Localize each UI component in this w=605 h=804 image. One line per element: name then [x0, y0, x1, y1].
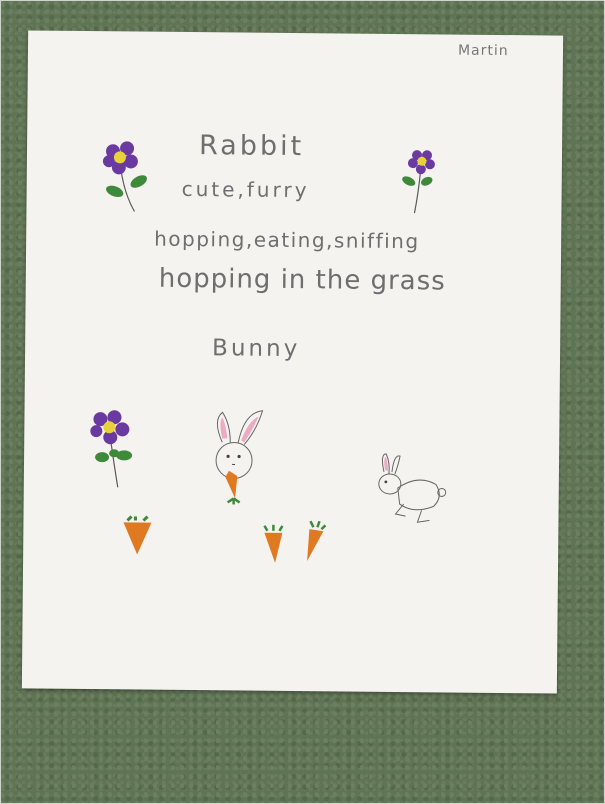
poem-title: Rabbit [198, 130, 305, 163]
flower-icon [396, 147, 447, 215]
carrot-icon [121, 516, 155, 556]
poem-line-verbs: hopping,eating,sniffing [154, 226, 420, 254]
author-signature: Martin [457, 42, 509, 60]
hopping-rabbit-icon [373, 452, 454, 528]
poem-line-adjectives: cute,furry [181, 176, 310, 203]
rabbit-eating-carrot-icon [204, 402, 275, 503]
flower-icon [102, 139, 163, 215]
carrot-icon [299, 521, 325, 563]
poem-line-synonym: Bunny [212, 335, 301, 363]
carrot-icon [261, 525, 285, 565]
flower-icon [88, 409, 149, 490]
paper-sheet [22, 30, 563, 693]
poem-line-phrase: hopping in the grass [158, 263, 446, 297]
